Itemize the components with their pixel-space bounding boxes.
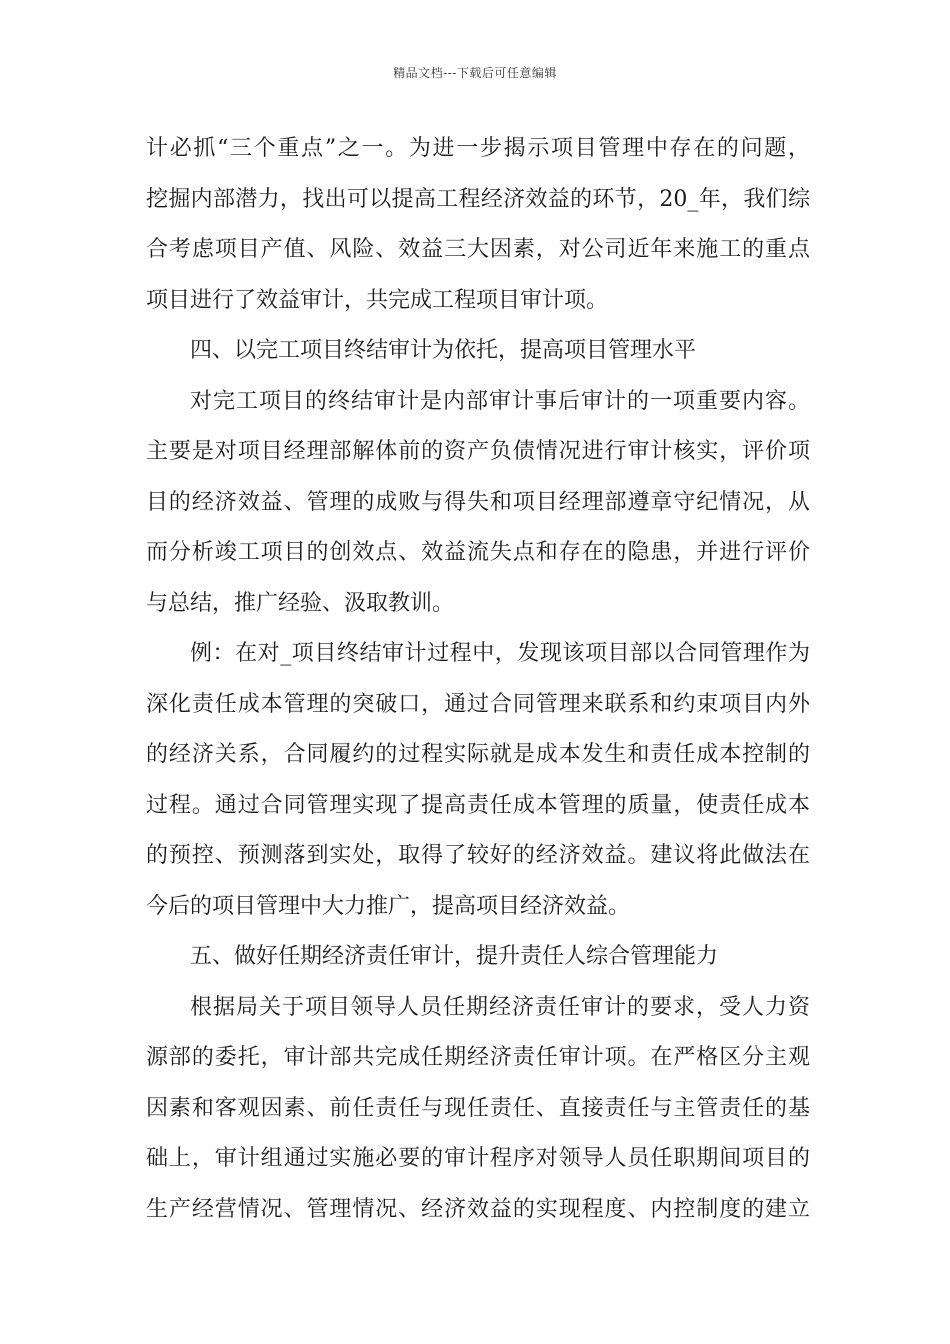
text-line: 主要是对项目经理部解体前的资产负债情况进行审计核实，评价项 xyxy=(146,439,810,464)
text-line: 因素和客观因素、前任责任与现任责任、直接责任与主管责任的基 xyxy=(146,1095,810,1121)
text-line: 例：在对_项目终结审计过程中，发现该项目部以合同管理作为 xyxy=(190,641,810,666)
text-line: 目的经济效益、管理的成败与得失和项目经理部遵章守纪情况，从 xyxy=(146,489,810,515)
text-line: 根据局关于项目领导人员任期经济责任审计的要求，受人力资 xyxy=(190,994,810,1020)
text-line: 的预控、预测落到实处，取得了较好的经济效益。建议将此做法在 xyxy=(146,843,810,868)
text-line: 挖掘内部潜力，找出可以提高工程经济效益的环节，20_年，我们综 xyxy=(146,186,810,212)
text-line: 计必抓“三个重点”之一。为进一步揭示项目管理中存在的问题， xyxy=(146,136,810,161)
text-line: 五、做好任期经济责任审计，提升责任人综合管理能力 xyxy=(190,944,719,969)
text-line: 源部的委托，审计部共完成任期经济责任审计项。在严格区分主观 xyxy=(146,1045,810,1070)
text-line: 础上，审计组通过实施必要的审计程序对领导人员任职期间项目的 xyxy=(146,1146,810,1171)
text-line: 合考虑项目产值、风险、效益三大因素，对公司近年来施工的重点 xyxy=(146,237,810,262)
text-line: 过程。通过合同管理实现了提高责任成本管理的质量，使责任成本 xyxy=(146,792,810,818)
text-line: 深化责任成本管理的突破口，通过合同管理来联系和约束项目内外 xyxy=(146,691,810,717)
text-line: 生产经营情况、管理情况、经济效益的实现程度、内控制度的建立 xyxy=(146,1196,810,1222)
text-line: 而分析竣工项目的创效点、效益流失点和存在的隐患，并进行评价 xyxy=(146,540,810,565)
text-line: 的经济关系，合同履约的过程实际就是成本发生和责任成本控制的 xyxy=(146,742,810,767)
text-line: 今后的项目管理中大力推广，提高项目经济效益。 xyxy=(146,893,631,919)
body-text xyxy=(146,124,810,1235)
text-line: 项目进行了效益审计，共完成工程项目审计项。 xyxy=(146,287,609,313)
page-header: 精品文档---下载后可任意编辑 xyxy=(393,66,557,80)
text-line: 对完工项目的终结审计是内部审计事后审计的一项重要内容。 xyxy=(190,388,810,414)
text-line: 与总结，推广经验、汲取教训。 xyxy=(146,590,455,616)
text-line: 四、以完工项目终结审计为依托，提高项目管理水平 xyxy=(190,338,697,363)
